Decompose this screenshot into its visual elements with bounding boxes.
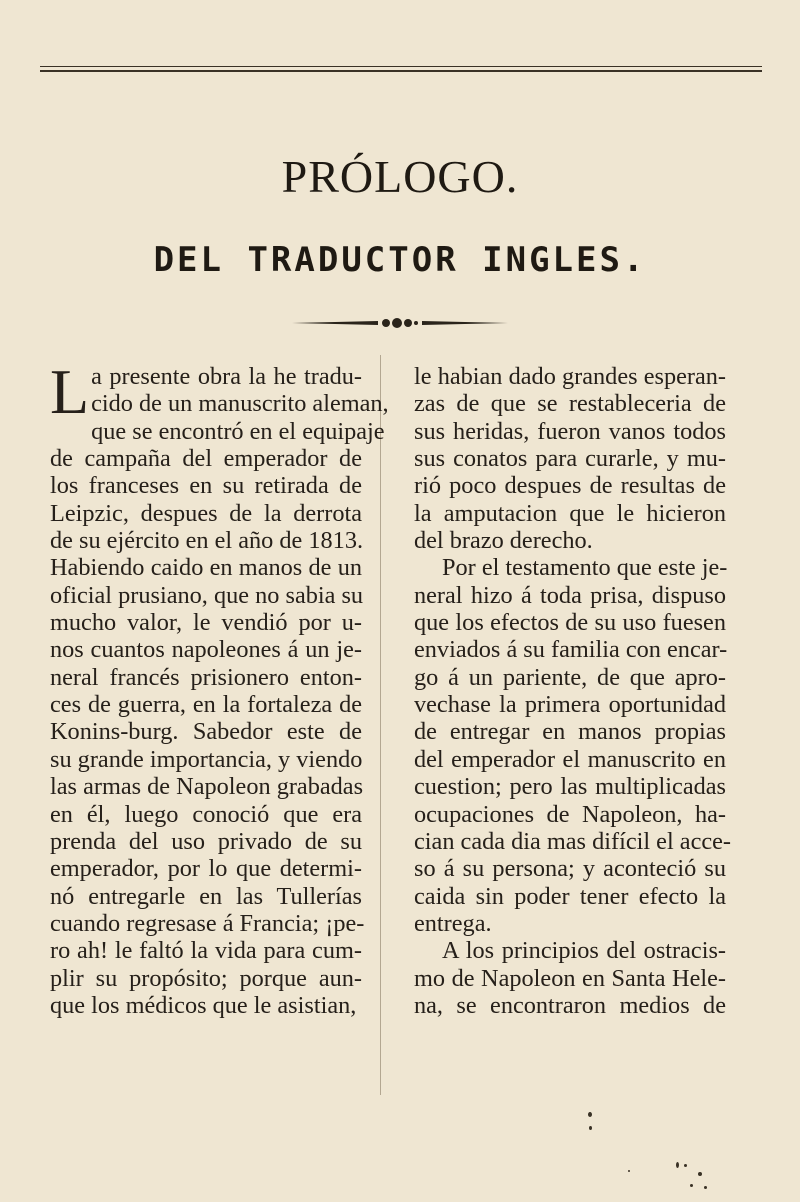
ink-speck (684, 1164, 687, 1167)
text-line: cian cada dia mas difícil el acce- (414, 827, 732, 855)
text-line: que los efectos de su uso fuesen (414, 609, 726, 637)
text-line: neral hizo á toda prisa, dispuso (414, 581, 726, 609)
text-line: vechase la primera oportunidad (414, 691, 726, 719)
ink-speck (698, 1172, 702, 1176)
text-line: le habian dado grandes esperan- (414, 363, 726, 390)
text-line: mo de Napoleon en Santa Hele- (414, 964, 726, 992)
text-line: A los principios del ostracis- (442, 937, 726, 965)
text-line: neral francés prisionero enton- (50, 663, 362, 691)
text-line: Habiendo caido en manos de un (50, 554, 362, 582)
text-line: Konins-burg. Sabedor este de (50, 718, 362, 746)
ink-speck (628, 1170, 630, 1172)
text-line: ro ah! le faltó la vida para cum- (50, 937, 362, 965)
text-line: prenda del uso privado de su (50, 827, 362, 855)
text-line: que se encontró en el equipaje (91, 417, 385, 445)
text-line: de entregar en manos propias (414, 718, 726, 746)
ink-speck (676, 1162, 679, 1168)
left-column (50, 356, 389, 1019)
text-line: de campaña del emperador de (50, 445, 362, 473)
text-line: en él, luego conoció que era (50, 800, 362, 828)
page-title: PRÓLOGO. (281, 151, 519, 202)
text-line: entrega. (414, 909, 492, 937)
ink-speck (690, 1184, 693, 1187)
page-subtitle: DEL TRADUCTOR INGLES. (153, 240, 647, 280)
ink-speck (589, 1126, 592, 1130)
text-line: cuestion; pero las multiplicadas (414, 773, 726, 801)
text-line: las armas de Napoleon grabadas (50, 773, 364, 801)
text-line: de su ejército en el año de 1813. (50, 527, 364, 555)
text-line: mucho valor, le vendió por u- (50, 609, 362, 637)
text-line: nó entregarle en las Tullerías (50, 882, 362, 910)
text-line: enviados á su familia con encar- (414, 636, 728, 664)
text-line: sus heridas, fueron vanos todos (414, 417, 726, 445)
text-line: ces de guerra, en la fortaleza de (50, 691, 362, 719)
top-rule-thick (40, 70, 762, 72)
text-line: so á su persona; y aconteció su (414, 855, 726, 883)
text-line: caida sin poder tener efecto la (414, 882, 726, 910)
text-line: que los médicos que le asistian, (50, 991, 357, 1019)
text-line: del emperador el manuscrito en (414, 745, 726, 773)
drop-cap: L (50, 356, 90, 427)
text-line: los franceses en su retirada de (50, 472, 362, 500)
text-line: cido de un manuscrito aleman, (91, 390, 389, 418)
right-column (414, 363, 732, 1019)
text-line: Leipzic, despues de la derrota (50, 499, 362, 527)
text-line: rió poco despues de resultas de (414, 472, 726, 500)
text-line: cuando regresase á Francia; ¡pe- (50, 909, 365, 937)
text-line: ocupaciones de Napoleon, ha- (414, 800, 726, 828)
text-line: su grande importancia, y viendo (50, 745, 363, 773)
text-line: nos cuantos napoleones á un je- (50, 636, 362, 664)
text-line: a presente obra la he tradu- (91, 363, 362, 390)
text-line: la amputacion que le hicieron (414, 499, 726, 527)
text-line: sus conatos para curarle, y mu- (414, 445, 726, 473)
column-divider (380, 355, 381, 1095)
text-line: Por el testamento que este je- (442, 554, 728, 582)
text-line: go á un pariente, de que apro- (414, 663, 726, 691)
text-line: plir su propósito; porque aun- (50, 964, 362, 992)
top-rule-thin (40, 66, 762, 67)
text-line: emperador, por lo que determi- (50, 855, 362, 883)
ink-speck (704, 1186, 707, 1189)
text-line: oficial prusiano, que no sabia su (50, 581, 364, 609)
text-line: zas de que se restableceria de (414, 390, 726, 418)
text-line: del brazo derecho. (414, 527, 593, 555)
text-line: na, se encontraron medios de (414, 991, 726, 1019)
ink-speck (588, 1112, 592, 1117)
ornament-divider (0, 315, 800, 331)
